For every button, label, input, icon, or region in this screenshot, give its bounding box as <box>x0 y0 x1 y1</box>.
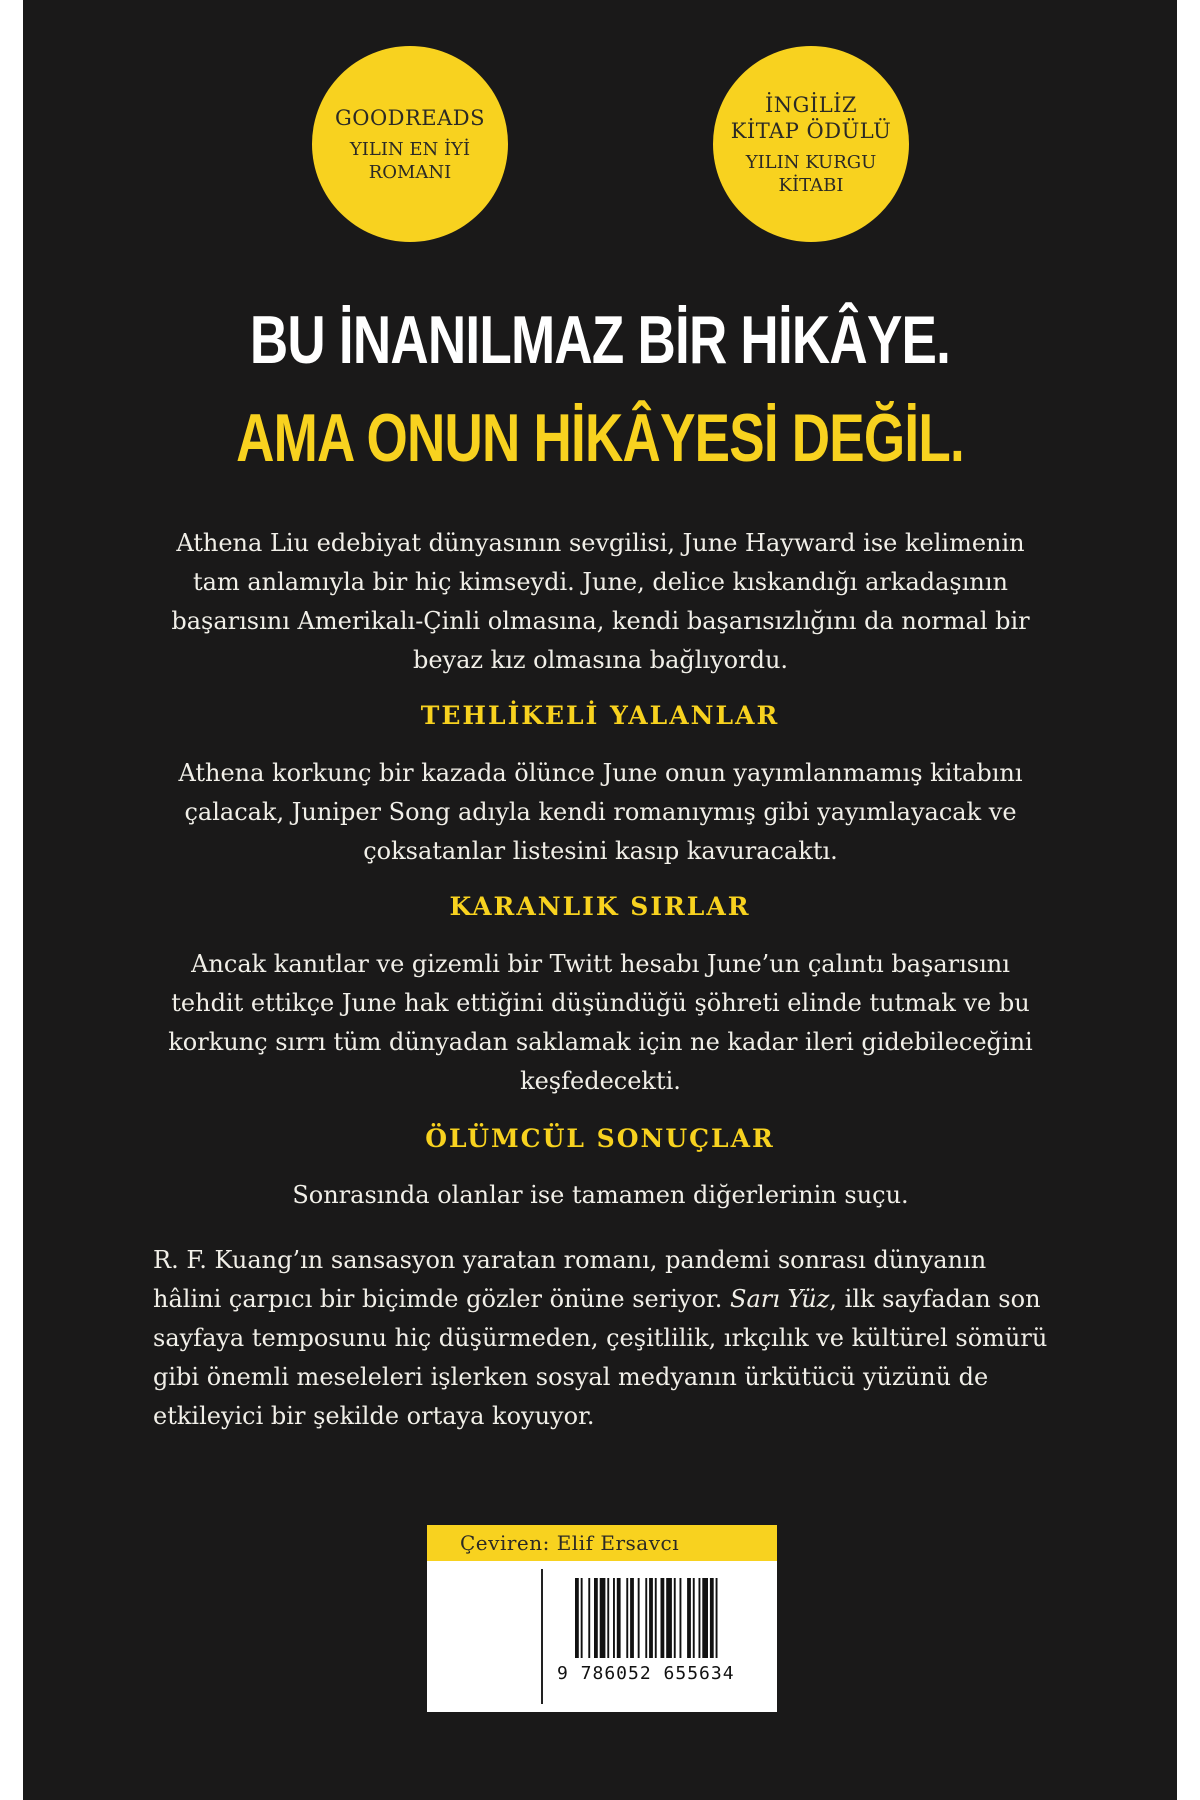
barcode-bar <box>630 1578 634 1658</box>
barcode-bar <box>600 1578 606 1658</box>
badge-subtitle: YILIN EN İYİ ROMANI <box>349 138 471 183</box>
review-paragraph: R. F. Kuang’ın sansasyon yaratan romanı, pandemi sonrası dünyanın hâlini çarpıcı bir biçimde gözler önüne seriyor. Sarı Yüz, ilk sayfadan son sayfaya temposunu hiç düşürmeden, çeşitlilik, ırkçılık ve kültürel sömürü gibi önemli meseleleri işlerken sosyal medyanın ürkütücü yüzünü de etkileyici bir şekilde ortaya koyuyor. <box>153 1246 1048 1430</box>
blurb-paragraph-4: Sonrasında olanlar ise tamamen diğerlerinin suçu. <box>292 1181 909 1209</box>
barcode-bar <box>674 1578 676 1658</box>
barcode-bar <box>617 1578 621 1658</box>
barcode-bar <box>607 1578 609 1658</box>
barcode-bar <box>687 1578 691 1658</box>
barcode-bar <box>594 1578 598 1658</box>
divider <box>541 1569 543 1704</box>
barcode-bar <box>680 1578 682 1658</box>
badge-title: GOODREADS <box>334 105 486 130</box>
barcode-bar <box>613 1578 615 1658</box>
barcode-panel <box>427 1525 777 1712</box>
barcode-bar <box>588 1578 590 1658</box>
barcode-bar <box>702 1578 708 1658</box>
section-heading-1: TEHLİKELİ YALANLAR <box>420 701 780 730</box>
isbn-barcode <box>575 1578 761 1658</box>
barcode-bar <box>666 1578 672 1658</box>
barcode-bar <box>581 1578 583 1658</box>
barcode-bar <box>655 1578 657 1658</box>
headline-line-1: BU İNANILMAZ BİR HİKÂYE. <box>249 302 951 378</box>
barcode-bar <box>693 1578 695 1658</box>
headline-line-2: AMA ONUN HİKÂYESİ DEĞİL. <box>236 400 964 476</box>
barcode-bar <box>661 1578 665 1658</box>
barcode-bar <box>699 1578 701 1658</box>
section-heading-3: ÖLÜMCÜL SONUÇLAR <box>425 1124 775 1153</box>
badge-subtitle: YILIN KURGU KİTABI <box>745 151 877 196</box>
barcode-bar <box>638 1578 640 1658</box>
book-title-italic: Sarı Yüz <box>730 1285 830 1313</box>
blurb-paragraph-2: Athena korkunç bir kazada ölünce June onun yayımlanmamış kitabını çalacak, Juniper Song adıyla kendi romanıymış gibi yayımlayacak ve çoksatanlar listesini kasıp kavuracaktı. <box>178 759 1023 865</box>
translator-credit: Çeviren: Elif Ersavcı <box>427 1525 777 1561</box>
book-back-cover <box>23 0 1177 1800</box>
blurb-paragraph-1: Athena Liu edebiyat dünyasının sevgilisi, June Hayward ise kelimenin tam anlamıyla bir hiç kimseydi. June, delice kıskandığı arkadaşının başarısını Amerikalı-Çinli olmasına, kendi başarısızlığını da normal bir beyaz kız olmasına bağlıyordu. <box>171 529 1030 674</box>
barcode-bar <box>716 1578 718 1658</box>
section-heading-2: KARANLIK SIRLAR <box>449 892 751 921</box>
barcode-bar <box>626 1578 628 1658</box>
blurb-paragraph-3: Ancak kanıtlar ve gizemli bir Twitt hesabı June’un çalıntı başarısını tehdit ettikçe June hak ettiğini düşündüğü şöhreti elinde tutmak ve bu korkunç sırrı tüm dünyadan saklamak için ne kadar ileri gidebileceğini keşfedecekti. <box>168 950 1033 1095</box>
barcode-bar <box>575 1578 579 1658</box>
badge-title: İNGİLİZ KİTAP ÖDÜLÜ <box>730 92 892 143</box>
isbn-number: 9 786052 655634 <box>557 1663 735 1684</box>
goodreads-award-badge <box>312 46 508 242</box>
british-book-award-badge <box>713 46 909 242</box>
barcode-bar <box>645 1578 647 1658</box>
barcode-bar <box>649 1578 653 1658</box>
barcode-bar <box>710 1578 714 1658</box>
